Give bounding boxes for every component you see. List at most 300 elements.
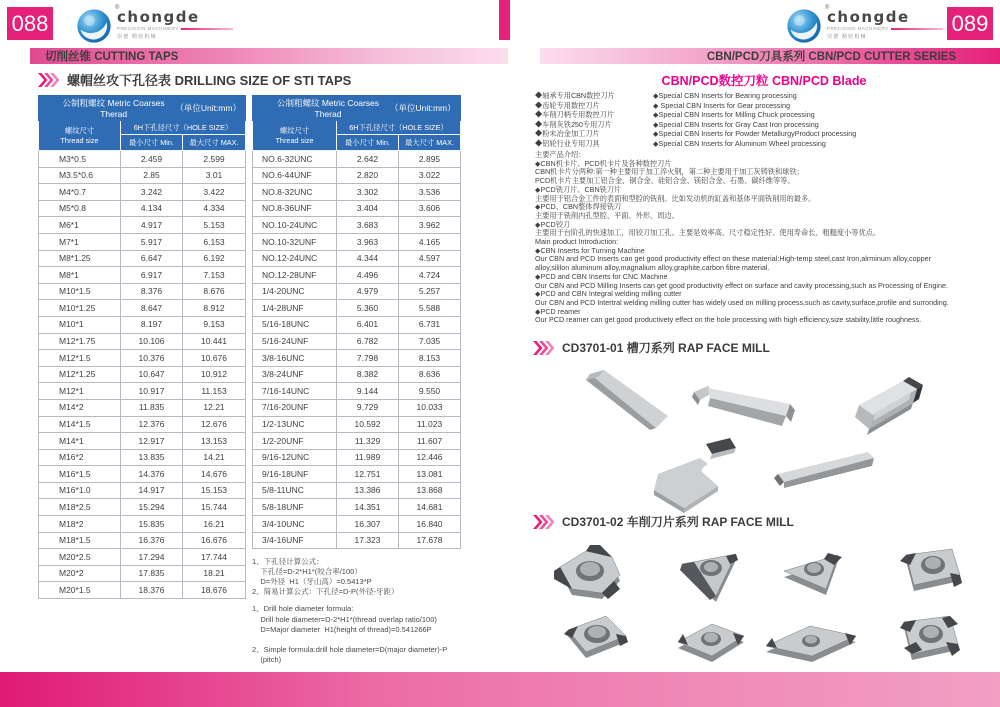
thread-size-cell: 7/16-14UNC (253, 383, 337, 400)
thread-size-cell: M12*1 (39, 383, 121, 400)
min-size-cell: 14.917 (121, 482, 183, 499)
table-row (39, 233, 246, 250)
table-row (39, 366, 246, 383)
min-size-cell: 4.979 (337, 283, 399, 300)
min-size-cell: 17.835 (121, 565, 183, 582)
table-header-row (253, 121, 461, 135)
registered-mark: ® (115, 5, 120, 11)
table-header-row (39, 121, 246, 135)
feature-item: ◆车削刀柄专用数控刀片 (535, 110, 615, 120)
max-size-cell: 14.681 (399, 499, 461, 516)
table-row (253, 200, 461, 217)
max-size-cell: 11.153 (183, 383, 246, 400)
features-list-chinese (535, 91, 615, 149)
table-title-row (253, 96, 461, 121)
min-size-cell: 10.106 (121, 333, 183, 350)
max-size-cell: 5.257 (399, 283, 461, 300)
thread-size-cell: M4*0.7 (39, 184, 121, 201)
brand-text (115, 5, 233, 40)
feature-item: ◆车削灰铁250专用刀片 (535, 119, 612, 129)
brand-logo-left (76, 5, 233, 44)
section-bar-right-title: CBN/PCD刀具系列 CBN/PCD CUTTER SERIES (706, 51, 956, 63)
thread-size-cell: M16*1.5 (39, 466, 121, 483)
feature-item: ◆Special CBN Inserts for Powder MetallurgyProduct processing (653, 129, 857, 139)
max-size-cell: 17.678 (399, 532, 461, 549)
blade-series-title: CBN/PCD数控刀粒 CBN/PCD Blade (661, 74, 867, 88)
table-row (253, 151, 461, 168)
max-size-cell: 5.153 (183, 217, 246, 234)
thread-size-cell: M10*1.5 (39, 283, 121, 300)
table-row (253, 433, 461, 450)
table-row (39, 549, 246, 566)
brand-subtitle-row (117, 26, 233, 31)
table-row (39, 466, 246, 483)
max-size-cell: 16.840 (399, 516, 461, 533)
table-row (39, 565, 246, 582)
min-size-cell: 14.376 (121, 466, 183, 483)
min-size-cell: 10.917 (121, 383, 183, 400)
table-row (253, 333, 461, 350)
diamond-insert-image (670, 616, 752, 670)
intro-line: 主要产品介绍： (535, 150, 586, 159)
note-line: D=Major diameter H1(height of thread)=0.541266P (252, 625, 432, 634)
min-size-cell: 9.144 (337, 383, 399, 400)
thread-size-cell: M20*1.5 (39, 582, 121, 599)
note-line: Drill hole diameter=D-2*H1*(thread overlap ratio/100) (252, 614, 437, 624)
note-line: D=外径 H1（牙山高）=0.5413*P (252, 577, 372, 586)
min-size-cell: 9.729 (337, 399, 399, 416)
table-row (39, 167, 246, 184)
min-size-cell: 10.647 (121, 366, 183, 383)
section-bar-left-title: 切削丝锥 CUTTING TAPS (45, 51, 179, 63)
max-size-cell: 3.606 (399, 200, 461, 217)
max-size-cell: 13.081 (399, 466, 461, 483)
intro-line: ◆PCD and CBN Integral welding milling cutter (535, 289, 682, 299)
table-row (253, 383, 461, 400)
max-size-cell: 14.676 (183, 466, 246, 483)
table-unit: （单位Unit:mm） (389, 103, 456, 113)
max-size-cell: 12.676 (183, 416, 246, 433)
section-heading-text: CD3701-02 车削刀片系列 RAP FACE MILL (562, 515, 794, 529)
section-bar-right (540, 48, 1000, 64)
thread-size-cell: 3/4-10UNC (253, 516, 337, 533)
table-row (253, 316, 461, 333)
thread-size-cell: 9/16-12UNC (253, 449, 337, 466)
max-size-cell: 18.21 (183, 565, 246, 582)
table-row (39, 516, 246, 533)
thread-size-cell: NO.8-32UNC (253, 184, 337, 201)
max-size-cell: 7.035 (399, 333, 461, 350)
max-size-cell: 12.21 (183, 399, 246, 416)
table-row (39, 316, 246, 333)
max-size-cell: 11.023 (399, 416, 461, 433)
max-size-cell: 14.21 (183, 449, 246, 466)
thread-size-cell: 5/8-11UNC (253, 482, 337, 499)
hole-size-header: 6H下孔径尺寸（HOLE SIZE） (121, 121, 246, 135)
unified-taps-table (252, 95, 461, 549)
table-row (253, 482, 461, 499)
thread-size-cell: M3.5*0.6 (39, 167, 121, 184)
slim-bar-tool-image (770, 450, 882, 492)
metric-taps-table (38, 95, 246, 599)
max-size-cell: 3.022 (399, 167, 461, 184)
table-row (39, 333, 246, 350)
table-row (39, 499, 246, 516)
table-row (39, 217, 246, 234)
intro-line: Our PCD reamer can get good productivety effect on the hole processing with high efficiency,size stability,little roughness. (535, 315, 922, 325)
thread-size-cell: 7/16-20UNF (253, 399, 337, 416)
feature-item: ◆粉末冶金加工刀片 (535, 129, 600, 139)
intro-line: ◆PCD铰刀 (535, 219, 571, 229)
min-size-cell: 10.592 (337, 416, 399, 433)
product-intro-chinese (535, 151, 997, 238)
feature-item: ◆Special CBN Inserts for Milling Chuck processing (653, 110, 815, 120)
intro-line: ◆CBN Inserts for Turning Machine (535, 245, 645, 255)
table-row (253, 300, 461, 317)
thread-size-cell: M18*2.5 (39, 499, 121, 516)
thread-size-cell: 1/2-13UNC (253, 416, 337, 433)
thread-size-cell: M14*2 (39, 399, 121, 416)
table-unit: （单位Unit:mm） (175, 103, 241, 113)
triangle-insert-image (670, 548, 752, 608)
max-header: 最大尺寸 MAX. (399, 135, 461, 151)
left-section-heading (38, 70, 351, 89)
min-size-cell: 4.496 (337, 267, 399, 284)
intro-line: 主要用于铣削内孔型腔、平面、外形、周边。 (535, 210, 679, 220)
parting-blade-tool-image (578, 370, 673, 434)
max-size-cell: 3.962 (399, 217, 461, 234)
brand-subtitle-row (827, 26, 943, 31)
intro-line: ◆PCD铣刀片、CBN铣刀片 (535, 184, 622, 194)
table-row (39, 200, 246, 217)
max-size-cell: 10.441 (183, 333, 246, 350)
thread-size-cell: 5/8-18UNF (253, 499, 337, 516)
thread-size-cell: M5*0.8 (39, 200, 121, 217)
max-size-cell: 15.153 (183, 482, 246, 499)
table-row (253, 416, 461, 433)
section-heading-text: CD3701-01 槽刀系列 RAP FACE MILL (562, 341, 770, 355)
max-size-cell: 6.731 (399, 316, 461, 333)
chevrons-icon (38, 73, 60, 87)
thread-size-cell: NO.6-44UNF (253, 167, 337, 184)
table-row (253, 267, 461, 284)
thread-size-cell: M6*1 (39, 217, 121, 234)
thread-size-cell: NO.8-36UNF (253, 200, 337, 217)
max-size-cell: 17.744 (183, 549, 246, 566)
thread-size-cell: M18*2 (39, 516, 121, 533)
min-size-cell: 2.642 (337, 151, 399, 168)
min-size-cell: 7.798 (337, 350, 399, 367)
min-size-cell: 16.307 (337, 516, 399, 533)
min-size-cell: 3.683 (337, 217, 399, 234)
thread-size-cell: M8*1 (39, 267, 121, 284)
thread-size-cell: M16*1.0 (39, 482, 121, 499)
min-size-cell: 2.820 (337, 167, 399, 184)
section-bar-left (30, 48, 508, 64)
turning-inserts-section-heading (533, 513, 794, 530)
thread-size-cell: M10*1.25 (39, 300, 121, 317)
intro-line: ◆PCD and CBN Inserts for CNC Machine (535, 271, 668, 281)
thread-size-cell: 9/16-18UNF (253, 466, 337, 483)
max-size-cell: 6.153 (183, 233, 246, 250)
min-size-cell: 3.963 (337, 233, 399, 250)
intro-line: alloy,sililon aluminum alloy,magnalium alloy,graphite,carbon fibre material. (535, 263, 770, 273)
features-list-english (653, 91, 856, 149)
min-size-cell: 11.989 (337, 449, 399, 466)
max-header: 最大尺寸 MAX. (183, 135, 246, 151)
table-row (253, 233, 461, 250)
min-size-cell: 15.835 (121, 516, 183, 533)
min-size-cell: 18.376 (121, 582, 183, 599)
min-size-cell: 4.917 (121, 217, 183, 234)
table-row (39, 399, 246, 416)
min-header: 最小尺寸 Min. (121, 135, 183, 151)
intro-line: PCD机卡片主要加工铝合金、铜合金、硅铝合金、镁铝合金、石墨、碳纤维等等。 (535, 176, 795, 186)
max-size-cell: 12.446 (399, 449, 461, 466)
thread-size-cell: M12*1.5 (39, 350, 121, 367)
max-size-cell: 4.724 (399, 267, 461, 284)
table-row (253, 516, 461, 533)
max-size-cell: 10.033 (399, 399, 461, 416)
table-row (39, 532, 246, 549)
thread-size-cell: 5/16-24UNF (253, 333, 337, 350)
max-size-cell: 8.636 (399, 366, 461, 383)
min-size-cell: 16.376 (121, 532, 183, 549)
thread-size-cell: 5/16-18UNC (253, 316, 337, 333)
thread-size-cell: 3/4-16UNF (253, 532, 337, 549)
min-size-cell: 5.360 (337, 300, 399, 317)
brand-subtitle: PRECISION MACHINERY (117, 26, 179, 31)
thread-size-cell: M14*1 (39, 433, 121, 450)
min-size-cell: 8.376 (121, 283, 183, 300)
max-size-cell: 4.334 (183, 200, 246, 217)
table-row (39, 449, 246, 466)
globe-logo-icon (76, 8, 112, 44)
cleaver-slotting-tool-image (648, 436, 756, 514)
registered-mark: ® (825, 5, 830, 11)
min-size-cell: 8.197 (121, 316, 183, 333)
table-row (39, 433, 246, 450)
page-number-right: 089 (947, 7, 993, 40)
min-header: 最小尺寸 Min. (337, 135, 399, 151)
intro-line: ◆PCD reamer (535, 306, 581, 316)
max-size-cell: 16.21 (183, 516, 246, 533)
thread-size-cell: 3/8-16UNC (253, 350, 337, 367)
min-size-cell: 11.835 (121, 399, 183, 416)
thread-size-cell: M20*2.5 (39, 549, 121, 566)
table-row (253, 350, 461, 367)
max-size-cell: 10.912 (183, 366, 246, 383)
brand-text (825, 5, 943, 40)
brand-subtitle: PRECISION MACHINERY (827, 26, 889, 31)
thread-size-cell: M10*1 (39, 316, 121, 333)
thread-size-cell: NO.10-32UNF (253, 233, 337, 250)
table-row (39, 416, 246, 433)
max-size-cell: 8.912 (183, 300, 246, 317)
min-size-cell: 2.85 (121, 167, 183, 184)
intro-line: Main product Introduction: (535, 237, 619, 246)
intro-line: ◆CBN机卡片、PCD机卡片及各种数控刀片 (535, 158, 672, 168)
feature-item: ◆齿轮专用数控刀片 (535, 100, 600, 110)
max-size-cell: 10.676 (183, 350, 246, 367)
min-size-cell: 4.344 (337, 250, 399, 267)
intro-line: ◆PCD、CBN整体焊接铣刀 (535, 202, 622, 212)
table-row (253, 167, 461, 184)
face-mill-section-heading (533, 339, 770, 356)
thread-size-cell: M7*1 (39, 233, 121, 250)
max-size-cell: 11.607 (399, 433, 461, 450)
max-size-cell: 15.744 (183, 499, 246, 516)
table-row (39, 267, 246, 284)
table-row (39, 184, 246, 201)
table-row (39, 283, 246, 300)
thread-size-cell: M3*0.5 (39, 151, 121, 168)
brand-chinese: 崇德 精密机械 (827, 34, 867, 40)
thread-size-cell: M16*2 (39, 449, 121, 466)
min-size-cell: 4.134 (121, 200, 183, 217)
globe-logo-icon (786, 8, 822, 44)
thread-size-cell: M20*2 (39, 565, 121, 582)
max-size-cell: 8.676 (183, 283, 246, 300)
thread-size-cell: 3/8-24UNF (253, 366, 337, 383)
max-size-cell: 9.550 (399, 383, 461, 400)
chevrons-icon (533, 341, 555, 355)
feature-item: ◆轴承专用CBN数控刀片 (535, 91, 615, 100)
min-size-cell: 17.294 (121, 549, 183, 566)
thread-size-cell: M18*1.5 (39, 532, 121, 549)
max-size-cell: 2.599 (183, 151, 246, 168)
table-row (39, 350, 246, 367)
brand-name: chongde (117, 8, 200, 26)
table-row (253, 399, 461, 416)
flat-triangle-insert-image (776, 547, 856, 605)
note-line: (pitch) (252, 655, 282, 664)
min-size-cell: 2.459 (121, 151, 183, 168)
max-size-cell: 18.676 (183, 582, 246, 599)
max-size-cell: 3.536 (399, 184, 461, 201)
min-size-cell: 17.323 (337, 532, 399, 549)
table-row (253, 250, 461, 267)
table-row (253, 449, 461, 466)
intro-line: CBN机卡片分两种:第一种主要用于加工淬火钢，第二种主要用于加工灰铸铁和球铁； (535, 167, 804, 177)
note-line (252, 636, 447, 645)
min-size-cell: 15.294 (121, 499, 183, 516)
thread-size-cell: M12*1.75 (39, 333, 121, 350)
min-size-cell: 5.917 (121, 233, 183, 250)
table-row (253, 366, 461, 383)
min-size-cell: 6.401 (337, 316, 399, 333)
table-row (253, 217, 461, 234)
square-shank-turning-tool-image (690, 378, 805, 436)
hole-size-header: 6H下孔径尺寸（HOLE SIZE） (337, 121, 461, 135)
table-row (39, 582, 246, 599)
thread-size-cell: M12*1.25 (39, 366, 121, 383)
brand-chinese: 崇德 精密机械 (117, 34, 157, 40)
min-size-cell: 12.917 (121, 433, 183, 450)
max-size-cell: 4.597 (399, 250, 461, 267)
max-size-cell: 9.153 (183, 316, 246, 333)
table-title: 公制粗螺纹 Metric Coarses Therad (62, 98, 165, 119)
thread-size-cell: 1/2-20UNF (253, 433, 337, 450)
thread-size-header: 螺纹尺寸 Thread size (253, 121, 337, 151)
table-row (39, 300, 246, 317)
max-size-cell: 16.676 (183, 532, 246, 549)
min-size-cell: 3.404 (337, 200, 399, 217)
intro-line: Our CBN and PCD Inserts can get good productivity effect on these material:High-temp steel,cast Iron,alrminum alloy,copper (535, 254, 932, 264)
table-title-row (39, 96, 246, 121)
min-size-cell: 3.242 (121, 184, 183, 201)
square-insert-2-image (556, 610, 638, 672)
intro-line: Our CBN and PCD Intertral welding milling cutter has widely used on milling process,such as cavity,surface,profile and surronding. (535, 297, 949, 307)
chevrons-icon (533, 515, 555, 529)
table-row (39, 383, 246, 400)
brand-name: chongde (827, 8, 910, 26)
thread-size-cell: NO.10-24UNC (253, 217, 337, 234)
min-size-cell: 14.351 (337, 499, 399, 516)
intro-line: 主要用于铝合金工件的表面和型腔的铣削。比如发动机的缸盖和基体平面铣削用的最多。 (535, 193, 816, 203)
min-size-cell: 12.376 (121, 416, 183, 433)
min-size-cell: 12.751 (337, 466, 399, 483)
max-size-cell: 13.153 (183, 433, 246, 450)
spine-stripe (499, 0, 510, 40)
table-row (253, 466, 461, 483)
max-size-cell: 3.422 (183, 184, 246, 201)
feature-item: ◆Special CBN Inserts for Bearing processing (653, 91, 797, 100)
min-size-cell: 11.329 (337, 433, 399, 450)
min-size-cell: 6.782 (337, 333, 399, 350)
formula-notes-chinese (252, 557, 398, 597)
max-size-cell: 8.153 (399, 350, 461, 367)
table-title: 公制粗螺纹 Metric Coarses Therad (276, 98, 379, 119)
square-insert-image (892, 543, 970, 603)
table-row (253, 184, 461, 201)
intro-line: Our CBN and PCD Milling Inserts can get good productivity effect on surface and cavity processing,such as Processing of Engine. (535, 280, 948, 290)
feature-item: ◆ Special CBN Inserts for Gear processing (653, 100, 790, 110)
brand-logo-right (786, 5, 943, 44)
thread-size-cell: NO.12-28UNF (253, 267, 337, 284)
max-size-cell: 3.01 (183, 167, 246, 184)
thread-size-cell: NO.6-32UNC (253, 151, 337, 168)
feature-item: ◆Special CBN Inserts for Gray Cast Iron processing (653, 119, 819, 129)
min-size-cell: 13.386 (337, 482, 399, 499)
note-line: 2、Simple formula:drill hole diameter=D(major diameter)-P (252, 644, 448, 654)
max-size-cell: 2.895 (399, 151, 461, 168)
intro-line: 主要用于台阶孔的快速加工，用铰刀加工孔。主要是效率高、尺寸稳定性好、使用寿命长、粗糙度小等优点。 (535, 228, 881, 238)
max-size-cell: 6.192 (183, 250, 246, 267)
max-size-cell: 7.153 (183, 267, 246, 284)
note-line: 1、下孔径计算公式： (252, 557, 324, 566)
formula-notes-english (252, 604, 447, 666)
footer-bar (0, 672, 1000, 707)
block-turning-tool-image (845, 375, 927, 437)
left-section-heading-text: 螺帽丝攻下孔径表 DRILLING SIZE OF STI TAPS (67, 73, 352, 88)
table-row (253, 532, 461, 549)
note-line: 2、简易计算公式：下孔径=D-P(外径-牙距） (252, 587, 399, 596)
feature-item: ◆Special CBN Inserts for Aluminum Wheel processing (653, 138, 826, 148)
table-row (39, 250, 246, 267)
thread-size-header: 螺纹尺寸 Thread size (39, 121, 121, 151)
min-size-cell: 10.376 (121, 350, 183, 367)
thread-size-cell: NO.12-24UNC (253, 250, 337, 267)
note-line: 下孔径=D-2*H1*(咬合率/100） (252, 567, 362, 576)
brand-accent-line (891, 28, 943, 30)
thread-size-cell: M8*1.25 (39, 250, 121, 267)
max-size-cell: 13.868 (399, 482, 461, 499)
max-size-cell: 4.165 (399, 233, 461, 250)
min-size-cell: 6.917 (121, 267, 183, 284)
elongated-diamond-insert-image (762, 618, 862, 668)
four-corner-square-insert-image (890, 608, 968, 672)
